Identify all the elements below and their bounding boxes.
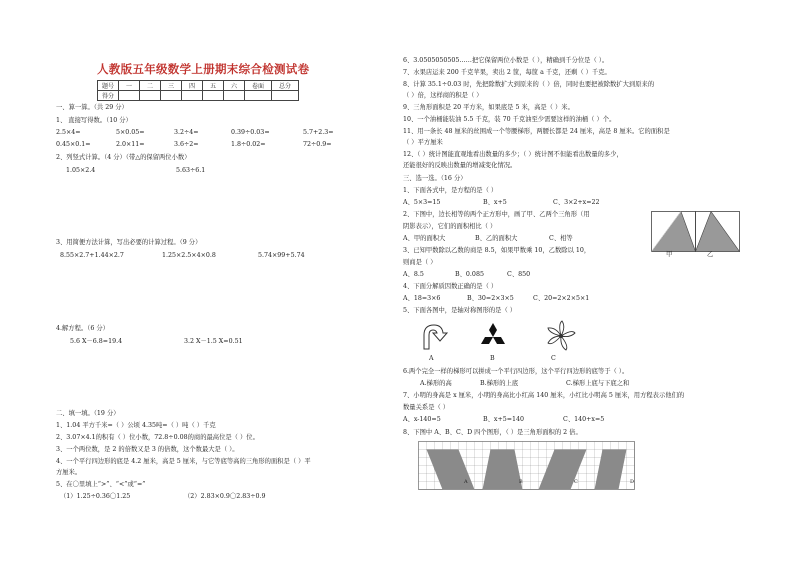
score-header-cell: 卷面: [245, 81, 272, 91]
choice-4: 4、下面分解质因数正确的是（ ）: [403, 283, 498, 290]
grid-label-c: C: [574, 479, 578, 485]
calc-item: 3.6÷2=: [174, 141, 199, 148]
section-3-heading: 三、选一选。（16 分）: [403, 175, 467, 182]
choice-2a: 2、下图中，边长相等的两个正方形中，画了甲、乙两个三角形（用: [403, 211, 590, 218]
fill-8a: 8、计算 35.1÷0.03 时，先把除数扩大到原来的（ ）倍，同时也要把被除数扩大到原来的: [403, 81, 655, 88]
choice-option: A.梯形的高: [420, 380, 452, 387]
section-1-3: 3、用简便方法计算，写出必要的计算过程。（9 分）: [56, 239, 202, 246]
choice-6: 6.两个完全一样的梯形可以拼成一个平行四边形，这个平行四边形的底等于（ ）。: [403, 368, 629, 375]
score-header-cell: 四: [182, 81, 203, 91]
choice-option: B、乙的面积大: [475, 235, 518, 242]
fill-12a: 12、（ ）统计图能直观地看出数量的多少；（ ）统计图不但能看出数量的多少，: [403, 151, 623, 158]
choice-option: A、x-140=5: [403, 416, 441, 423]
score-cell[interactable]: [272, 91, 299, 101]
calc-item: 1.8÷0.02=: [231, 141, 266, 148]
score-header-cell: 总分: [272, 81, 299, 91]
fill-3: 3、一个两位数，是 2 的倍数又是 3 的倍数，这个数最大是（ ）。: [56, 446, 239, 453]
section-1-4: 4.解方程。（6 分）: [56, 325, 109, 332]
score-header-cell: 二: [140, 81, 161, 91]
triangle-yi: [696, 212, 740, 252]
calc-item: 2.5×4=: [56, 129, 81, 136]
choice-3a: 3、已知甲数除以乙数的商是 8.5，如果甲数乘 10，乙数除以 10，: [403, 247, 591, 254]
fill-4a: 4、一个平行四边形的底是 4.2 厘米，高是 5 厘米，与它等底等高的三角形的面积是（ ）平: [56, 458, 311, 465]
simplify-2: 1.25×2.5×4×0.8: [162, 252, 216, 259]
equation-2: 3.2 X－1.5 X=0.51: [184, 338, 243, 345]
figure-label-yi: 乙: [707, 251, 714, 258]
figure-label-b: B: [490, 355, 495, 362]
choice-option: C、3×2+x=22: [553, 199, 600, 206]
fill-5-a: （1）1.25÷0.36〇1.25: [60, 493, 131, 500]
score-header-cell: 五: [203, 81, 224, 91]
choice-option: B.梯形的上底: [480, 380, 519, 387]
calc-item: 3.2÷4=: [174, 129, 199, 136]
grid-label-a: A: [464, 479, 468, 485]
curved-arrow-figure: [418, 321, 450, 351]
fill-9: 9、三角形面积是 20 平方米，如果底是 5 米，高是（ ）米。: [403, 104, 574, 111]
equation-1: 5.6 X－6.8=19.4: [70, 338, 123, 345]
score-table-row: [98, 91, 299, 101]
score-cell[interactable]: [245, 91, 272, 101]
score-cell[interactable]: [182, 91, 203, 101]
fill-5: 5、在〇里填上“>”、“<”或“=”: [56, 481, 146, 488]
score-cell[interactable]: [119, 91, 140, 101]
fill-8b: （ ）倍，这样商的积是（ ）: [403, 92, 483, 99]
fill-4b: 方厘米。: [56, 469, 82, 476]
calc-item: 0.39÷0.03=: [231, 129, 270, 136]
score-header-cell: 一: [119, 81, 140, 91]
choice-option: C、850: [507, 271, 531, 278]
calc-item: 2.0×11=: [116, 141, 145, 148]
score-cell[interactable]: [203, 91, 224, 101]
figure-label-c: C: [551, 355, 556, 362]
score-header-cell: 六: [224, 81, 245, 91]
fill-11b: （ ）平方厘米: [403, 139, 443, 146]
section-2-heading: 二、填一填。（19 分）: [56, 410, 120, 417]
score-cell[interactable]: [224, 91, 245, 101]
calc-item: 0.45×0.1=: [56, 141, 91, 148]
vertical-calc-2: 5.63÷6.1: [176, 167, 206, 174]
choice-option: B、x+5: [483, 199, 507, 206]
fill-12b: 还能很好的反映出数量的增减变化情况。: [403, 162, 517, 169]
choice-option: B、0.085: [455, 271, 484, 278]
figure-label-a: A: [429, 355, 434, 362]
choice-option: C、20=2×2×5×1: [533, 295, 590, 302]
score-table-header: [98, 81, 299, 91]
choice-option: A、5×3=15: [403, 199, 441, 206]
choice-option: A、8.5: [403, 271, 424, 278]
figure-label-jia: 甲: [666, 251, 673, 258]
fill-7: 7、水果店运来 200 千克苹果，卖出 2 筐，每筐 a 千克，还剩（ ）千克。: [403, 69, 611, 76]
triangle-jia: [652, 212, 696, 252]
two-squares-figure: [651, 211, 743, 255]
section-1-heading: 一、算一算。（共 29 分）: [56, 104, 128, 111]
choice-option: C、140+x=5: [563, 416, 605, 423]
choice-option: A、18=3×6: [403, 295, 441, 302]
fill-5-b: （2）2.83×0.9〇2.83÷0.9: [184, 493, 266, 500]
calc-item: 72÷0.9=: [303, 141, 332, 148]
score-header-cell: 题号: [98, 81, 119, 91]
choice-7a: 7、小明的身高是 x 厘米，小明的身高比小红高 140 厘米，小红比小明高 5 厘米，用方程表示他们的: [403, 392, 685, 399]
grid-shapes-figure: [418, 441, 640, 493]
score-row-label: 得分: [98, 91, 119, 101]
fill-2: 2、3.07×4.1的积有（ ）位小数，72.8÷0.08的商的最高位是（ ）位。: [56, 434, 259, 441]
grid-label-d: D: [630, 479, 635, 485]
fill-11a: 11、用一条长 48 厘米的丝围成一个等腰梯形，两腰长都是 24 厘米，高是 8 厘米。它的面积是: [403, 128, 670, 135]
calc-item: 5×0.05=: [116, 129, 145, 136]
grid-label-b: B: [519, 479, 523, 485]
choice-2b: 阴影表示），它们的面积相比（ ）: [403, 223, 497, 230]
simplify-3: 5.74×99+5.74: [258, 252, 305, 259]
page-title: 人教版五年级数学上册期末综合检测试卷: [97, 62, 310, 76]
score-table: [97, 80, 299, 101]
choice-option: C、相等: [549, 235, 573, 242]
section-1-1: 1、 直接写得数。（10 分）: [56, 117, 132, 124]
calc-item: 5.7+2.3=: [303, 129, 334, 136]
fill-6: 6、3.0505050505……把它保留两位小数是（ ），精确到千分位是（ ）。: [403, 57, 609, 64]
choice-option: C.梯形上底与下底之和: [566, 380, 630, 387]
choice-5: 5、下面各图中，是轴对称图形的是（ ）: [403, 307, 517, 314]
fill-1: 1、1.04 平方千米=（ ）公顷 4.35吨=（ ）吨（ ）千克: [56, 422, 216, 429]
mitsubishi-figure: [478, 322, 508, 352]
choice-option: A、甲的面积大: [403, 235, 446, 242]
choice-option: B、x+5=140: [483, 416, 525, 423]
score-cell[interactable]: [140, 91, 161, 101]
choice-3b: 则商是（ ）: [403, 259, 437, 266]
choice-option: B、30=2×3×5: [467, 295, 514, 302]
simplify-1: 8.55×2.7+1.44×2.7: [60, 252, 124, 259]
choice-1: 1、下面各式中，是方程的是（ ）: [403, 187, 498, 194]
choice-7b: 数量关系是（ ）: [403, 404, 450, 411]
section-1-2: 2、列竖式计算。（4 分）（带△的保留两位小数）: [56, 154, 191, 161]
fill-10: 10、一个油桶能装油 5.5 千克，装 70 千克油至少需要这样的油桶（ ）个。: [403, 116, 616, 123]
score-header-cell: 三: [161, 81, 182, 91]
score-cell[interactable]: [161, 91, 182, 101]
flower-figure: [544, 319, 578, 353]
choice-8: 8、下图中 A、B、C、D 四个图形，（ ）是三角形面积的 2 倍。: [403, 429, 582, 436]
vertical-calc-1: 1.05×2.4: [66, 167, 96, 174]
